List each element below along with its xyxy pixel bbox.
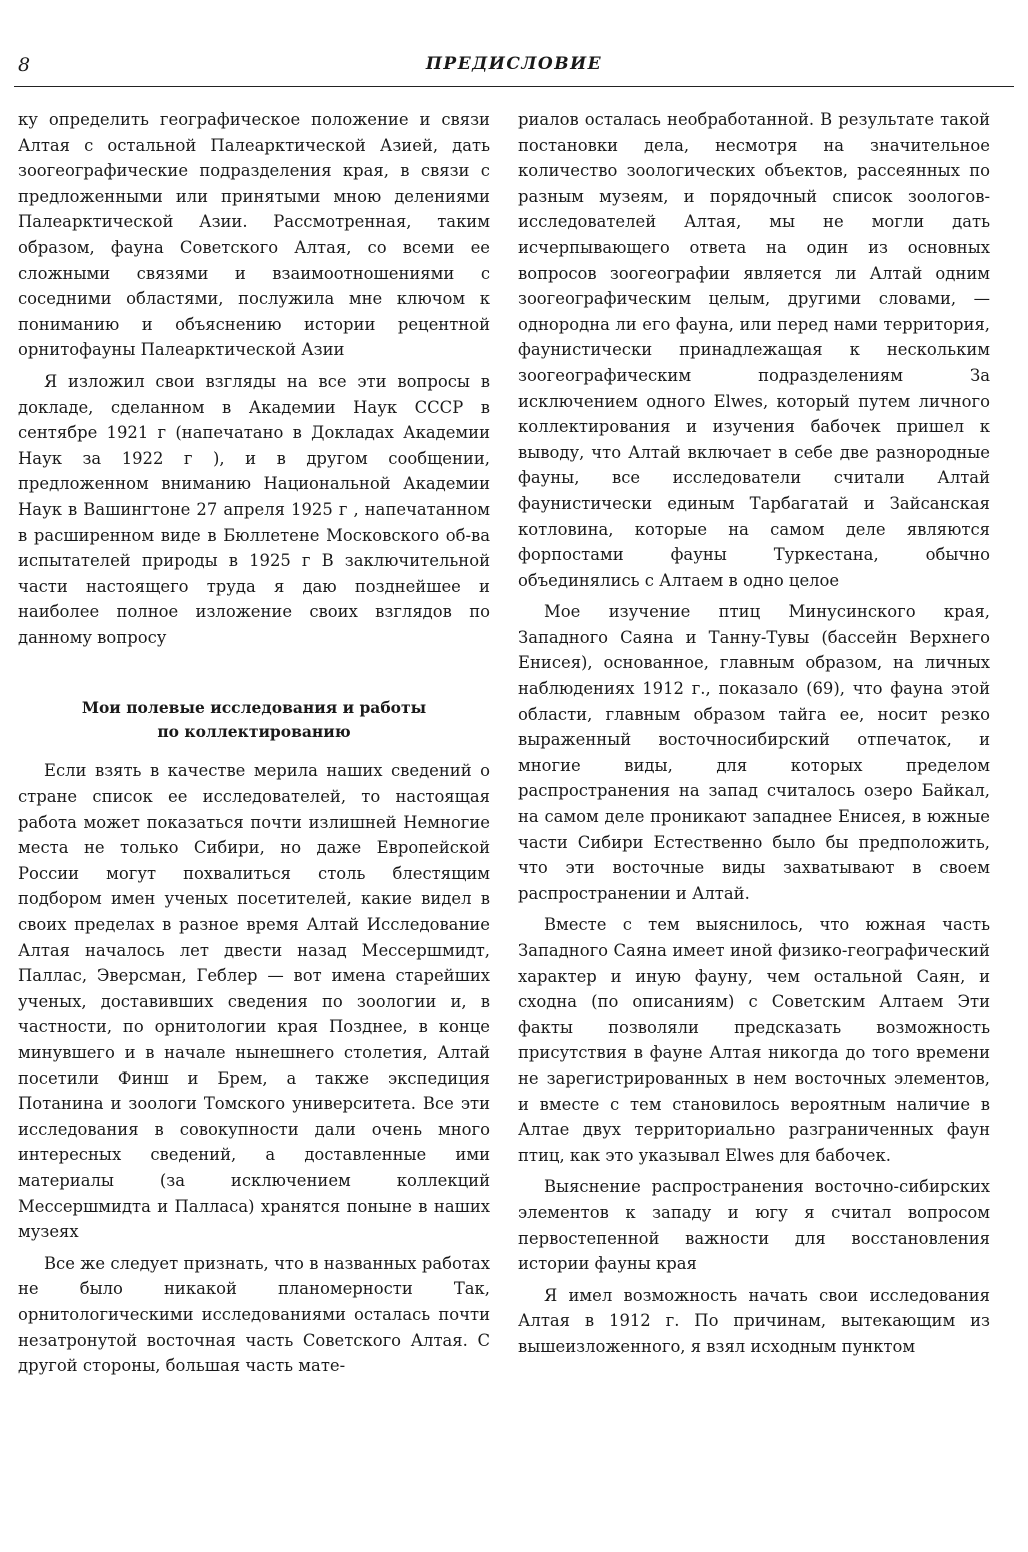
paragraph-continuation: риалов осталась необработанной. В результате такой постановки дела, несмотря на значительное количество зоологических объектов, рассеянных по разным музеям, и порядочный список зоологов-исследователей Алтая, мы не могли дать исчерпывающего ответа на один из основных вопросов зоогеографии является ли Алтай одним зоогеографическим целым, другими словами, — однородна ли его фауна, или перед нами территория, фаунистически принадлежащая к нескольким зоогеографическим подразделениям За исключением одного Elwes, который путем личного коллектирования и изучения бабочек пришел к выводу, что Алтай включает в себе две разнородные фауны, все исследователи считали Алтай фаунистически единым Тарбагатай и Зайсанская котловина, которые на самом деле являются форпостами фауны Туркестана, обычно объединялись с Алтаем в одно целое <box>518 110 990 590</box>
paragraph-continuation: ку определить географическое положение и связи Алтая с остальной Палеарктической Азией, дать зоогеографические подразделения края, в связи с предложенными или принятыми мною делениями Палеарктической Азии. Рассмотренная, таким образом, фауна Советского Алтая, со всеми ее сложными связями и взаимоотношениями с соседними областями, послужила мне ключом к пониманию и объяснению истории рецентной орнитофауны Палеарктической Азии <box>18 110 490 360</box>
paragraph: Если взять в качестве мерила наших сведений о стране список ее исследователей, то настоящая работа может показаться почти излишней Немногие места не только Сибири, но даже Европейской России могут похвалиться столь блестящим подбором имен ученых посетителей, какие видел в своих пределах в разное время Алтай Исследование Алтая началось лет двести назад Мессершмидт, Паллас, Эверсман, Геблер — вот имена старейших ученых, доставивших сведения по зоологии и, в частности, по орнитологии края Позднее, в конце минувшего и в начале нынешнего столетия, Алтай посетили Финш и Брем, а также экспедиция Потанина и зоологи Томского университета. Все эти исследования в совокупности дали очень много интересных сведений, а доставленные ими материалы (за исключением коллекций Мессершмидта и Палласа) хранятся поныне в наших музеях <box>18 761 490 1242</box>
paragraph: Выяснение распространения восточно-сибирских элементов к западу и югу я считал вопросом первостепенной важности для восстановления истории фауны края <box>518 1177 990 1274</box>
right-column <box>518 107 990 1360</box>
paragraph: Все же следует признать, что в названных работах не было никакой планомерности Так, орнитологическими исследованиями осталась почти незатронутой восточная часть Советского Алтая. С другой стороны, большая часть мате- <box>18 1253 490 1376</box>
running-title: ПРЕДИСЛОВИЕ <box>425 54 603 74</box>
running-head <box>14 54 1014 80</box>
paragraph: Я имел возможность начать свои исследования Алтая в 1912 г. По причинам, вытекающим из вышеизложенного, я взял исходным пунктом <box>518 1285 990 1356</box>
paragraph: Вместе с тем выяснилось, что южная часть Западного Саяна имеет иной физико-географический характер и иную фауну, чем остальной Саян, и сходна (по описаниям) с Советским Алтаем Эти факты позволяли предсказать возможность присутствия в фауне Алтая никогда до того времени не зарегистрированных в нем восточных элементов, и вместе с тем становилось вероятным наличие в Алтае двух территориально разграниченных фаун птиц, как это указывал Elwes для бабочек. <box>518 915 990 1165</box>
left-column <box>18 107 490 1379</box>
paragraph: Мое изучение птиц Минусинского края, Западного Саяна и Танну-Тувы (бассейн Верхнего Енисея), основанное, главным образом, на личных наблюдениях 1912 г., показало (69), что фауна этой области, главным образом тайга ее, носит резко выраженный восточносибирский отпечаток, и многие виды, для которых пределом распространения на запад считалось озеро Байкал, на самом деле проникают западнее Енисея, в южные части Сибири Естественно было бы предположить, что эти восточные виды захватывают в своем распространении и Алтай. <box>518 602 990 903</box>
section-heading-line-2: по коллектированию <box>157 722 351 742</box>
section-heading-line-1: Мои полевые исследования и работы <box>81 698 427 718</box>
paragraph: Я изложил свои взгляды на все эти вопросы в докладе, сделанном в Академии Наук СССР в сентябре 1921 г (напечатано в Докладах Академии Наук за 1922 г ), и в другом сообщении, предложенном вниманию Национальной Академии Наук в Вашингтоне 27 апреля 1925 г , напечатанном в расширенном виде в Бюллетене Московского об-ва испытателей природы в 1925 г В заключительной части настоящего труда я даю позднейшее и наиболее полное изложение своих взглядов по данному вопросу <box>18 371 490 647</box>
page-number: 8 <box>18 54 31 76</box>
section-heading <box>18 696 490 744</box>
header-rule <box>14 86 1014 87</box>
